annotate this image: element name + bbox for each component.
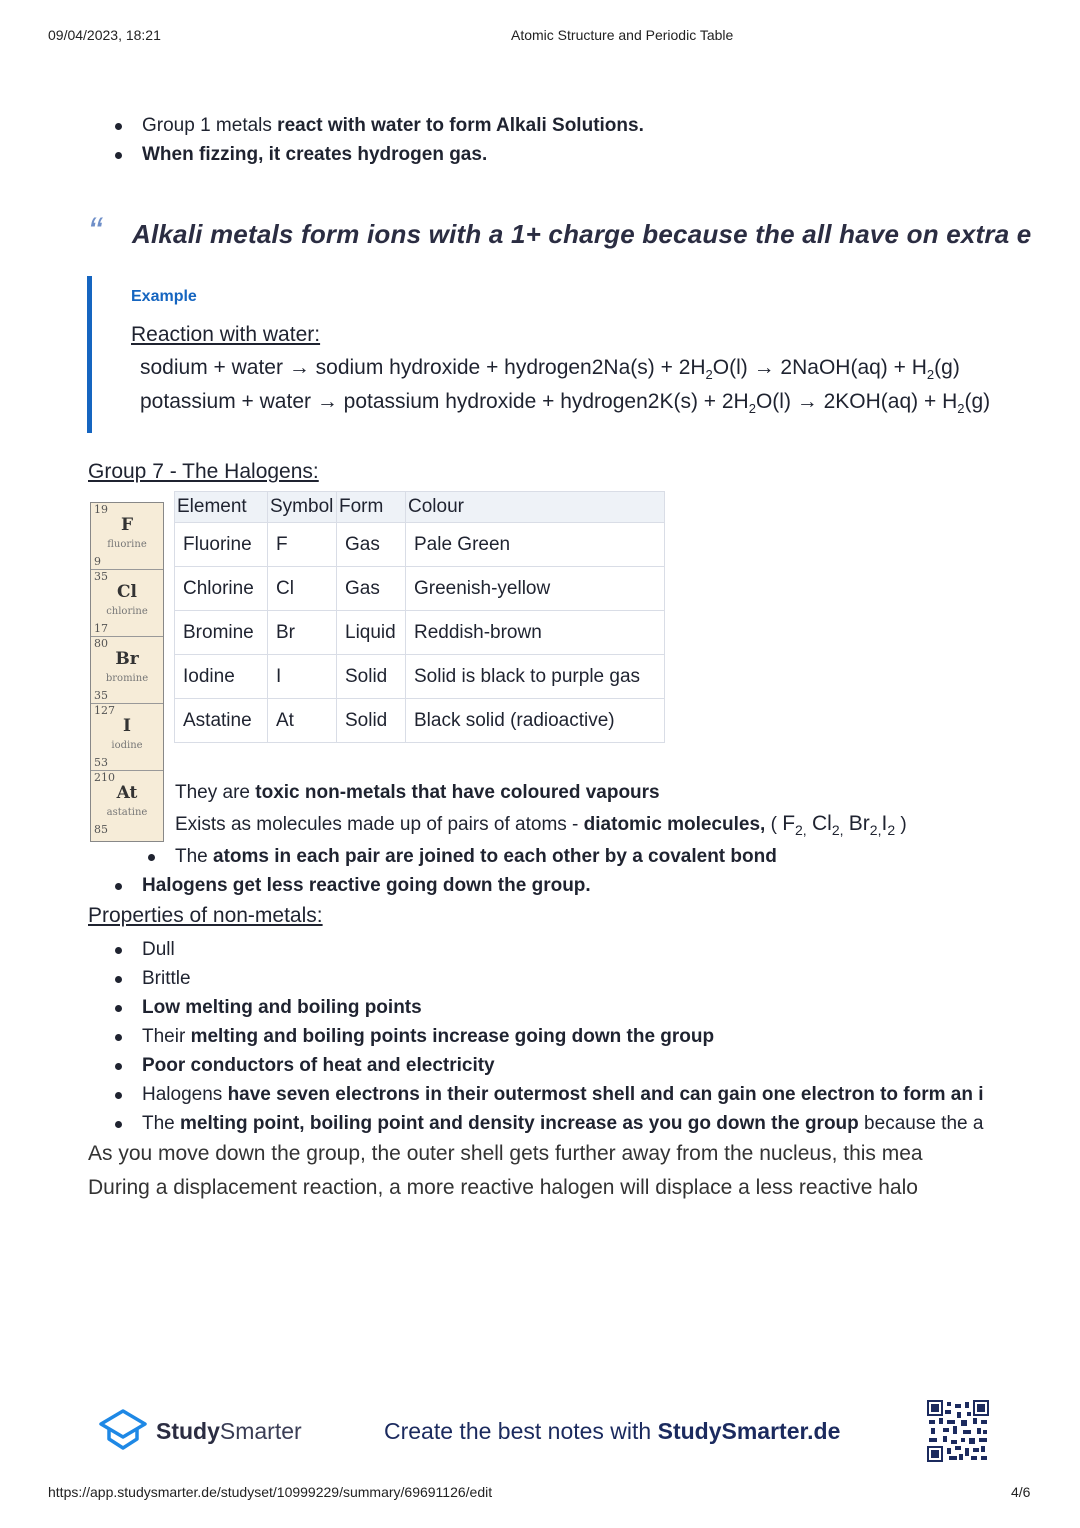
element-name: astatine (106, 807, 148, 818)
table-cell: Gas (337, 567, 406, 611)
property-bold-text: Poor conductors of heat and electricity (142, 1055, 495, 1076)
halogens-fact-diatomic (175, 812, 907, 838)
element-symbol: Br (115, 649, 139, 669)
formula-symbol: Cl (811, 812, 832, 835)
bracket: ( (765, 814, 777, 835)
logo-light: Smarter (219, 1418, 302, 1444)
table-row (175, 699, 665, 743)
list-item (115, 964, 995, 993)
property-bold-text: Low melting and boiling points (142, 997, 422, 1018)
list-item (115, 140, 644, 169)
equation-formula: O(l) → 2KOH(aq) + H (755, 390, 958, 413)
equation-sodium (140, 356, 960, 382)
equation-formula: 2K(s) + 2H (647, 390, 749, 413)
table-cell: Reddish-brown (406, 611, 665, 655)
list-item (115, 935, 995, 964)
halogens-title: Group 7 - The Halogens: (88, 460, 319, 483)
element-number: 85 (94, 823, 108, 836)
top-bullet-list (115, 111, 644, 169)
fact-text: The (175, 846, 214, 867)
element-cell (91, 637, 163, 704)
table-cell: Astatine (175, 699, 268, 743)
table-cell: Pale Green (406, 523, 665, 567)
element-symbol: Cl (117, 582, 137, 602)
equation-subscript: 2 (926, 367, 935, 383)
paragraph-group-trend: As you move down the group, the outer shell gets further away from the nucleus, this mea (88, 1142, 923, 1165)
equation-formula: (g) (964, 390, 991, 413)
element-number: 35 (94, 689, 108, 702)
print-datetime: 09/04/2023, 18:21 (48, 27, 161, 43)
formula-subscript: 2 (887, 821, 896, 838)
table-cell: Black solid (radioactive) (406, 699, 665, 743)
bullet-text: Group 1 metals (142, 115, 278, 136)
fact-bold-text: Halogens get less reactive going down the group. (142, 875, 591, 896)
element-mass: 35 (94, 570, 108, 583)
property-bold-text: melting and boiling points increase going down the group (190, 1026, 715, 1047)
qr-code-icon (927, 1400, 989, 1462)
formula-symbol: Br (848, 812, 870, 835)
page-url: https://app.studysmarter.de/studyset/10999229/summary/69691126/edit (48, 1484, 493, 1500)
fact-bold-text: atoms in each pair are joined to each other by a covalent bond (213, 846, 777, 867)
halogens-fact-reactivity (115, 871, 591, 900)
table-cell: Br (268, 611, 337, 655)
column-header: Symbol (268, 492, 337, 523)
properties-list (115, 935, 995, 1138)
periodic-table-strip (90, 502, 164, 842)
table-cell: Liquid (337, 611, 406, 655)
table-cell: Gas (337, 523, 406, 567)
bracket: ) (895, 814, 907, 835)
property-text: Their (142, 1026, 191, 1047)
halogens-table (174, 491, 665, 743)
fact-text: Exists as molecules made up of pairs of atoms - (175, 814, 584, 835)
element-name: chlorine (106, 606, 148, 617)
element-symbol: At (116, 783, 138, 803)
element-mass: 80 (94, 637, 108, 650)
print-title: Atomic Structure and Periodic Table (511, 27, 734, 43)
table-row (175, 611, 665, 655)
equation-subscript: 2 (705, 367, 713, 383)
table-cell: I (268, 655, 337, 699)
formula-subscript: 2, (795, 821, 807, 838)
list-item (115, 1051, 995, 1080)
element-number: 17 (94, 622, 108, 635)
bullet-bold-text: react with water to form Alkali Solutions. (277, 115, 644, 136)
property-bold-text: melting point, boiling point and density increase as you go down the group (180, 1113, 859, 1134)
properties-title: Properties of non-metals: (88, 904, 323, 927)
element-mass: 210 (94, 771, 115, 784)
table-cell: Solid is black to purple gas (406, 655, 665, 699)
page-number: 4/6 (1011, 1484, 1031, 1500)
table-row (175, 523, 665, 567)
element-name: fluorine (107, 539, 147, 550)
formula-subscript: 2, (869, 821, 882, 838)
element-mass: 19 (94, 503, 108, 516)
table-cell: Cl (268, 567, 337, 611)
studysmarter-logo-icon (97, 1408, 149, 1452)
element-symbol: F (120, 515, 134, 535)
studysmarter-logo-text (156, 1418, 302, 1445)
element-number: 53 (94, 756, 108, 769)
element-cell (91, 503, 163, 570)
table-cell: Solid (337, 699, 406, 743)
equation-subscript: 2 (748, 401, 756, 417)
formula-symbol: F (782, 812, 796, 835)
example-title: Reaction with water: (131, 323, 321, 346)
table-cell: At (268, 699, 337, 743)
cta-text: Create the best notes with (384, 1418, 658, 1444)
table-cell: Iodine (175, 655, 268, 699)
element-number: 9 (94, 555, 101, 568)
element-name: iodine (111, 740, 143, 751)
quote-icon: “ (88, 210, 102, 254)
paragraph-displacement: During a displacement reaction, a more reactive halogen will displace a less reactive halo (88, 1176, 918, 1199)
column-header: Form (337, 492, 406, 523)
equation-potassium (140, 390, 990, 416)
quote-block (88, 210, 1032, 256)
equation-formula: (g) (934, 356, 960, 379)
column-header: Element (175, 492, 268, 523)
column-header: Colour (406, 492, 665, 523)
property-bold-text: have seven electrons in their outermost shell and can gain one electron to form an i (227, 1084, 984, 1105)
list-item (115, 1022, 995, 1051)
cta-link[interactable]: StudySmarter.de (657, 1418, 841, 1444)
fact-text: They are (175, 782, 256, 803)
fact-bold-text: toxic non-metals that have coloured vapours (255, 782, 660, 803)
table-cell: Solid (337, 655, 406, 699)
quote-text: Alkali metals form ions with a 1+ charge because the all have on extra e (132, 219, 1032, 249)
equation-formula: O(l) → 2NaOH(aq) + H (712, 356, 927, 379)
property-text: Halogens (142, 1084, 228, 1105)
example-accent-bar (87, 276, 92, 433)
fact-bold-text: diatomic molecules, (583, 814, 766, 835)
element-cell (91, 704, 163, 771)
list-item (115, 1109, 995, 1138)
list-item (115, 1080, 995, 1109)
list-item (115, 871, 591, 900)
halogens-fact-covalent (148, 842, 777, 871)
formula-subscript: 2, (831, 821, 844, 838)
table-cell: F (268, 523, 337, 567)
property-text: The (142, 1113, 181, 1134)
logo-bold: Study (156, 1418, 220, 1444)
formula-symbol: I (881, 812, 888, 835)
table-header-row (175, 492, 665, 523)
table-cell: Bromine (175, 611, 268, 655)
element-symbol: I (123, 716, 131, 736)
element-mass: 127 (94, 704, 115, 717)
equation-formula: 2Na(s) + 2H (591, 356, 706, 379)
list-item (115, 111, 644, 140)
paragraphs-block (88, 1142, 994, 1210)
property-text: because the a (858, 1113, 984, 1134)
table-row (175, 655, 665, 699)
equation-subscript: 2 (957, 401, 965, 417)
element-cell (91, 771, 163, 837)
halogens-fact-toxic (175, 782, 660, 804)
table-cell: Fluorine (175, 523, 268, 567)
property-text: Dull (142, 939, 175, 960)
element-cell (91, 570, 163, 637)
property-text: Brittle (142, 968, 191, 989)
table-cell: Greenish-yellow (406, 567, 665, 611)
list-item (148, 842, 777, 871)
list-item (115, 993, 995, 1022)
table-row (175, 567, 665, 611)
example-label: Example (131, 288, 197, 305)
equation-words: sodium + water → sodium hydroxide + hydrogen (140, 356, 592, 379)
bullet-bold-text: When fizzing, it creates hydrogen gas. (142, 144, 488, 165)
element-name: bromine (105, 673, 149, 684)
table-cell: Chlorine (175, 567, 268, 611)
equation-words: potassium + water → potassium hydroxide + hydrogen (140, 390, 648, 413)
footer-cta[interactable] (384, 1418, 840, 1445)
